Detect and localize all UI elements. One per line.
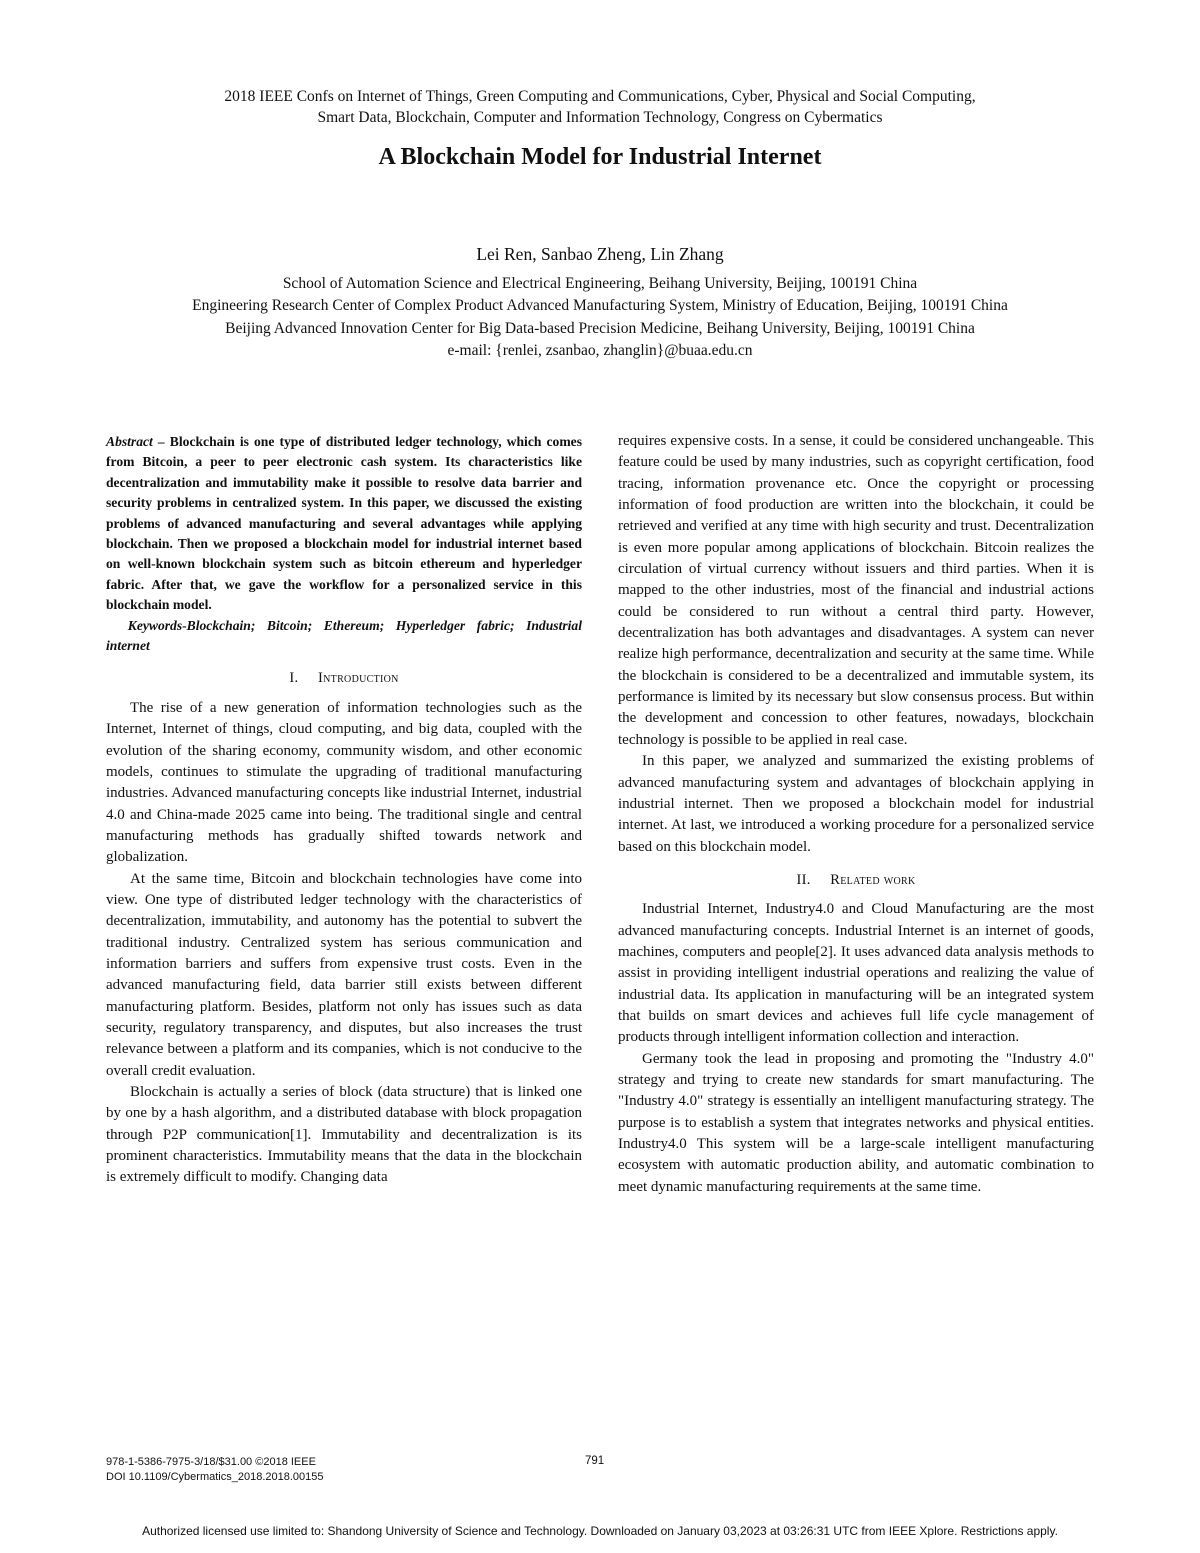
section-title: Related work <box>830 871 916 888</box>
authors: Lei Ren, Sanbao Zheng, Lin Zhang <box>476 244 724 264</box>
keywords: Keywords-Blockchain; Bitcoin; Ethereum; Hyperledger fabric; Industrial internet <box>106 617 582 654</box>
intro-paragraph-2: At the same time, Bitcoin and blockchain technologies have come into view. One type of distributed ledger technology with the characteristics of decentralization, immutability, and autonomy has the potential to subvert the traditional industry. Centralized system has serious communication and information barriers and suffers from expensive trust costs. Even in the advanced manufacturing field, data barrier still exists between different manufacturing platform. Besides, platform not only has issues such as data security, regulatory transparency, and disputes, but also increases the trust relevance between a platform and its companies, which is not conducive to the overall credit evaluation. <box>106 870 582 1079</box>
abstract <box>106 432 582 616</box>
section-number: I. <box>289 670 299 687</box>
left-column <box>106 432 582 1189</box>
related-paragraph-2: Germany took the lead in proposing and promoting the "Industry 4.0" strategy and trying to create new standards for smart manufacturing. The "Industry 4.0" strategy is essentially an intelligent manufacturing strategy. The purpose is to establish a system that integrates networks and physical entities. Industry4.0 This system will be a large-scale intelligent manufacturing ecosystem with automatic production ability, and automatic combination to meet dynamic manufacturing requirements at the same time. <box>618 1050 1094 1195</box>
paper-title: A Blockchain Model for Industrial Internet <box>378 144 822 170</box>
affiliation-3: Beijing Advanced Innovation Center for Big Data-based Precision Medicine, Beihang University, Beijing, 100191 China <box>225 319 975 337</box>
footer-identifiers <box>106 1455 324 1485</box>
section-number: II. <box>796 871 811 888</box>
intro-paragraph-4: In this paper, we analyzed and summarized the existing problems of advanced manufacturing system and advantages of blockchain applying in industrial internet. Then we proposed a blockchain model for industrial internet. At last, we introduced a working procedure for a personalized service based on this blockchain model. <box>618 753 1094 855</box>
intro-paragraph-3-continued: requires expensive costs. In a sense, it could be considered unchangeable. This feature could be used by many industries, such as copyright certification, food tracing, information provenance etc. Once the copyright or processing information of food production are written into the blockchain, it could be retrieved and verified at any time with high security and trust. Decentralization is even more popular among applications of blockchain. Bitcoin realizes the circulation of virtual currency without issuers and third parties. When it is mapped to the other industries, most of the financial and industrial actions could be considered to run without a central third party. However, decentralization has both advantages and disadvantages. A system can never realize high performance, decentralization and security at the same time. While the blockchain is considered to be a decentralized and immutable system, its performance is limited by its necessary but slow consensus process. But within the development and concession to other features, nowadays, blockchain technology is possible to be applied in real case. <box>618 433 1094 748</box>
page-number: 791 <box>585 1455 605 1467</box>
conference-header <box>60 86 1140 128</box>
license-notice: Authorized licensed use limited to: Shandong University of Science and Technology. Downloaded on January 03,2023 at 03:26:31 UTC from IEEE Xplore. Restrictions apply. <box>142 1524 1058 1538</box>
email: e-mail: {renlei, zsanbao, zhanglin}@buaa.edu.cn <box>447 341 753 359</box>
related-paragraph-1: Industrial Internet, Industry4.0 and Cloud Manufacturing are the most advanced manufacturing concepts. Industrial Internet is an internet of goods, machines, computers and people[2]. It uses advanced data analysis methods to assist in providing intelligent industrial operations and realizing the value of industrial data. Its application in manufacturing will be an integrated system that builds on smart devices and achieves full life cycle management of products through intelligent information collection and interaction. <box>618 901 1094 1046</box>
conference-line-1: 2018 IEEE Confs on Internet of Things, Green Computing and Communications, Cyber, Physical and Social Computing, <box>224 88 976 105</box>
intro-paragraph-1: The rise of a new generation of information technologies such as the Internet, Internet of things, cloud computing, and big data, coupled with the evolution of the sharing economy, community wisdom, and other economic models, continues to stimulate the upgrading of traditional manufacturing industries. Advanced manufacturing concepts like industrial Internet, industrial 4.0 and China-made 2025 came into being. The traditional single and central manufacturing methods has gradually shifted towards network and globalization. <box>106 699 582 866</box>
doi-line: DOI 10.1109/Cybermatics_2018.2018.00155 <box>106 1471 324 1483</box>
affiliations <box>80 273 1120 362</box>
conference-line-2: Smart Data, Blockchain, Computer and Information Technology, Congress on Cybermatics <box>317 109 883 126</box>
abstract-lead: Abstract <box>106 434 153 449</box>
intro-paragraph-3: Blockchain is actually a series of block (data structure) that is linked one by one by a hash algorithm, and a distributed database with block propagation through P2P communication[1]. Immutability and decentralization is its prominent characteristics. Immutability means that the data in the blockchain is extremely difficult to modify. Changing data <box>106 1084 582 1186</box>
section-heading-intro <box>106 668 582 689</box>
right-column <box>618 431 1094 1198</box>
section-heading-related <box>618 870 1094 891</box>
affiliation-2: Engineering Research Center of Complex Product Advanced Manufacturing System, Ministry of Education, Beijing, 100191 China <box>192 297 1008 315</box>
isbn-line: 978-1-5386-7975-3/18/$31.00 ©2018 IEEE <box>106 1456 316 1468</box>
section-title: Introduction <box>318 670 399 687</box>
abstract-text: – Blockchain is one type of distributed ledger technology, which comes from Bitcoin, a peer to peer electronic cash system. Its characteristics like decentralization and immutability make it possible to resolve data barrier and security problems in centralized system. In this paper, we discussed the existing problems of advanced manufacturing and several advantages while applying blockchain. Then we proposed a blockchain model for industrial internet based on well-known blockchain system such as bitcoin ethereum and hyperledger fabric. After that, we gave the workflow for a personalized service in this blockchain model. <box>106 434 582 613</box>
affiliation-1: School of Automation Science and Electrical Engineering, Beihang University, Beijing, 100191 China <box>282 275 918 292</box>
